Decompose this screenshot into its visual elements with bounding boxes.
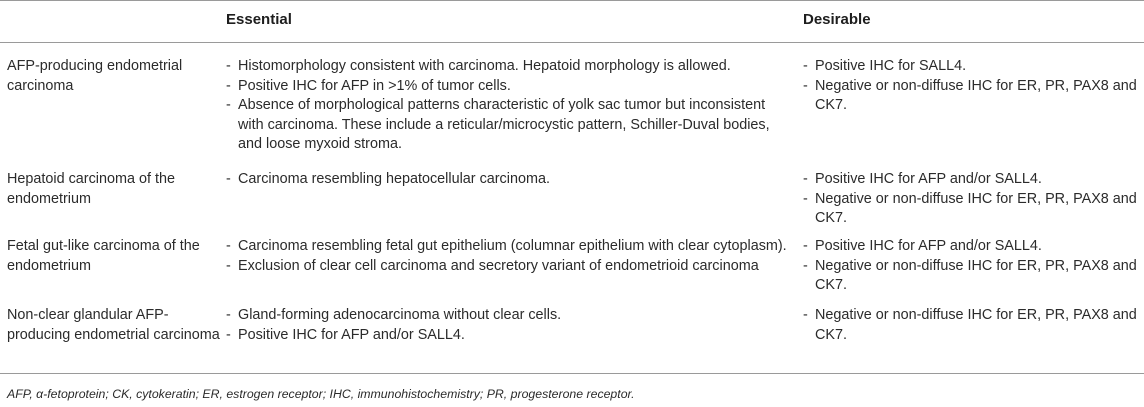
list-item	[226, 170, 792, 190]
list-item-text: Positive IHC for AFP in >1% of tumor cells.	[238, 77, 511, 94]
list-item-text: Positive IHC for AFP and/or SALL4.	[238, 326, 465, 343]
list-item-text: Negative or non-diffuse IHC for ER, PR, PAX8 and CK7.	[815, 307, 1137, 343]
table-bottom-rule	[0, 373, 1144, 374]
list-item	[803, 57, 1139, 77]
row-name: Non-clear glandular AFP-producing endometrial carcinoma	[7, 307, 220, 343]
essential-cell	[226, 306, 792, 345]
list-item	[803, 257, 1139, 296]
essential-cell	[226, 237, 792, 276]
list-item	[226, 57, 792, 77]
bullet-dash: -	[226, 58, 231, 74]
bullet-dash: -	[226, 77, 231, 94]
row-name: Fetal gut-like carcinoma of the endometrium	[7, 238, 200, 274]
row-name: Hepatoid carcinoma of the endometrium	[7, 171, 175, 207]
row-name: AFP-producing endometrial carcinoma	[7, 58, 183, 94]
bullet-dash: -	[803, 77, 808, 94]
bullet-dash: -	[226, 238, 231, 254]
bullet-dash: -	[803, 58, 808, 74]
bullet-dash: -	[803, 171, 808, 187]
list-item-text: Positive IHC for SALL4.	[815, 58, 967, 74]
list-item	[803, 237, 1139, 257]
list-item-text: Absence of morphological patterns characteristic of yolk sac tumor but inconsistent with carcinoma. These include a reticular/microcystic pattern, Schiller-Duval bodies, and loose myxoid stroma.	[238, 97, 770, 152]
essential-cell	[226, 57, 792, 155]
bullet-dash: -	[803, 238, 808, 254]
list-item-text: Carcinoma resembling hepatocellular carcinoma.	[238, 171, 550, 187]
list-item	[226, 96, 792, 155]
list-item-text: Exclusion of clear cell carcinoma and secretory variant of endometrioid carcinoma	[238, 257, 759, 274]
bullet-dash: -	[803, 190, 808, 207]
bullet-dash: -	[226, 171, 231, 187]
table-footnote: AFP, α-fetoprotein; CK, cytokeratin; ER, estrogen receptor; IHC, immunohistochemistry; PR, progesterone receptor.	[7, 387, 635, 401]
list-item	[803, 170, 1139, 190]
list-item-text: Positive IHC for AFP and/or SALL4.	[815, 171, 1042, 187]
header-rule	[0, 42, 1144, 43]
desirable-cell	[803, 306, 1139, 345]
desirable-cell	[803, 237, 1139, 296]
bullet-dash: -	[803, 257, 808, 274]
list-item	[803, 190, 1139, 229]
essential-cell	[226, 170, 792, 190]
list-item	[803, 77, 1139, 116]
list-item-text: Positive IHC for AFP and/or SALL4.	[815, 238, 1042, 254]
list-item	[803, 306, 1139, 345]
bullet-dash: -	[226, 97, 231, 113]
list-item	[226, 257, 792, 277]
table-top-rule	[0, 0, 1144, 1]
header-desirable: Desirable	[803, 11, 871, 28]
bullet-dash: -	[803, 307, 808, 323]
header-essential: Essential	[226, 11, 292, 28]
bullet-dash: -	[226, 257, 231, 274]
list-item	[226, 237, 792, 257]
list-item-text: Negative or non-diffuse IHC for ER, PR, PAX8 and CK7.	[815, 77, 1137, 113]
list-item-text: Negative or non-diffuse IHC for ER, PR, PAX8 and CK7.	[815, 190, 1137, 226]
desirable-cell	[803, 170, 1139, 229]
list-item	[226, 306, 792, 326]
list-item-text: Histomorphology consistent with carcinoma. Hepatoid morphology is allowed.	[238, 58, 731, 74]
list-item-text: Carcinoma resembling fetal gut epithelium (columnar epithelium with clear cytoplasm).	[238, 238, 787, 254]
list-item-text: Negative or non-diffuse IHC for ER, PR, PAX8 and CK7.	[815, 257, 1137, 293]
list-item	[226, 326, 792, 346]
list-item-text: Gland-forming adenocarcinoma without clear cells.	[238, 307, 562, 323]
bullet-dash: -	[226, 326, 231, 343]
bullet-dash: -	[226, 307, 231, 323]
list-item	[226, 77, 792, 97]
desirable-cell	[803, 57, 1139, 116]
